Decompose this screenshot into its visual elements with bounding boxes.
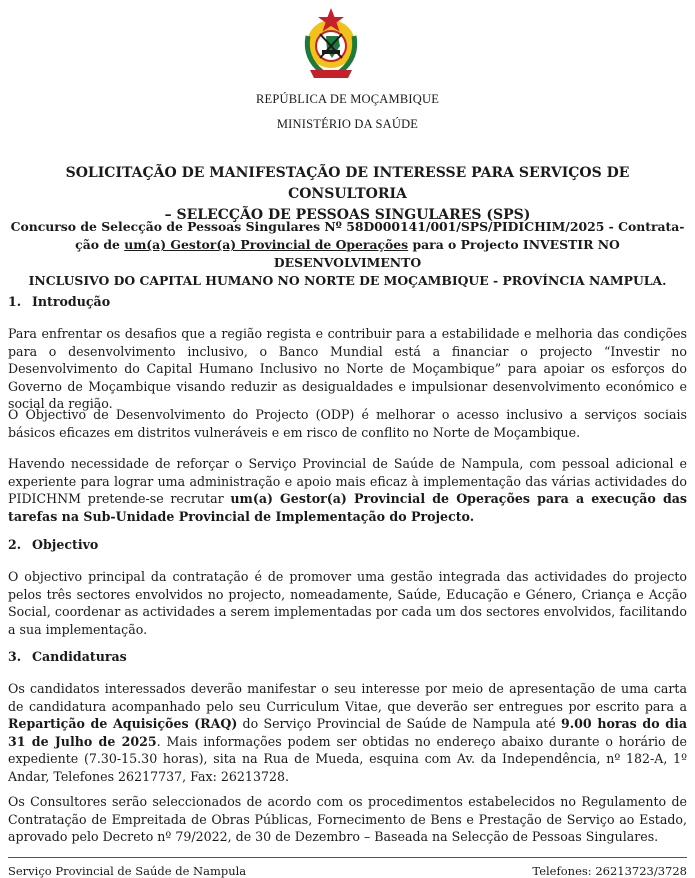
section-heading-candidaturas [8, 649, 127, 664]
paragraph-selection: Os Consultores serão seleccionados de acordo com os procedimentos estabelecidos no Regulamento de Contratação de Empreitada de Obras Públicas, Fornecimento de Bens e Prestação de Serviço ao Estado, aprovado pelo Decreto nº 79/2022, de 30 de Dezembro – Baseada na Selecção de Pessoas Singulares. [8, 794, 687, 844]
position-title: um(a) Gestor(a) Provincial de Operações [124, 237, 409, 252]
section-number: 1. [8, 294, 22, 309]
section-number: 2. [8, 537, 22, 552]
paragraph-text: do Serviço Provincial de Saúde de Nampula até [237, 716, 562, 731]
mozambique-emblem-icon [296, 6, 366, 82]
title-line-2: – SELECÇÃO DE PESSOAS SINGULARES (SPS) [164, 207, 531, 223]
section-title: Candidaturas [32, 649, 127, 664]
paragraph-objective: O objectivo principal da contratação é de promover uma gestão integrada das actividades do projecto pelos três sectores envolvidos no projecto, nomeadamente, Saúde, Educação e Género, Criança e Acção Social, coordenar as actividades a serem implementadas por cada um dos sectores envolvidos, facilitando a sua implementação. [8, 569, 687, 637]
subject-line-2 [8, 236, 687, 272]
subject-project: para o Projecto INVESTIR NO DESENVOLVIMENTO [273, 237, 620, 270]
section-number: 3. [8, 649, 22, 664]
footer-divider [8, 857, 687, 858]
document-title [8, 163, 687, 226]
paragraph-text: Havendo necessidade de reforçar o Serviço Provincial de Saúde de Nampula, com pessoal adicional e experiente para lograr uma administração e apoio mais eficaz à implementação das várias actividades do PIDICHNM pretende-se recrutar [8, 456, 687, 506]
paragraph-applications [8, 680, 687, 785]
deadline: 9.00 horas do dia 31 de Julho de 2025 [8, 716, 687, 749]
section-title: Objectivo [32, 537, 99, 552]
subject-prefix: ção de [75, 237, 125, 252]
paragraph-text: . Mais informações podem ser obtidas no endereço abaixo durante o horário de expediente (7.30-15.30 horas), sita na Rua de Mueda, esquina com Av. da Independência, nº 182-A, 1º Andar, Telefones 26217737, Fax: 26213728. [8, 733, 687, 784]
subject-line-3: INCLUSIVO DO CAPITAL HUMANO NO NORTE DE MOÇAMBIQUE - PROVÍNCIA NAMPULA. [28, 273, 667, 288]
tender-subject [8, 218, 687, 290]
footer-phones: Telefones: 26213723/3728 [532, 864, 687, 878]
ministry-heading: MINISTÉRIO DA SAÚDE [276, 117, 419, 131]
section-heading-objectivo [8, 537, 98, 552]
republic-heading: REPÚBLICA DE MOÇAMBIQUE [255, 92, 440, 106]
subject-line-1: Concurso de Selecção de Pessoas Singulares Nº 58D000141/001/SPS/PIDICHIM/2025 - Contrata- [10, 219, 685, 234]
paragraph-bold-text: um(a) Gestor(a) Provincial de Operações para a execução das tarefas na Sub-Unidade Provincial de Implementação do Projecto. [8, 491, 688, 524]
paragraph-intro-2: O Objectivo de Desenvolvimento do Projecto (ODP) é melhorar o acesso inclusivo a serviços sociais básicos eficazes em distritos vulneráveis e em risco de conflito no Norte de Moçambique. [8, 407, 687, 440]
office-name: Repartição de Aquisições (RAQ) [8, 716, 238, 731]
footer-office: Serviço Provincial de Saúde de Nampula [8, 864, 247, 878]
paragraph-intro-3 [8, 455, 687, 525]
title-line-1: SOLICITAÇÃO DE MANIFESTAÇÃO DE INTERESSE PARA SERVIÇOS DE CONSULTORIA [65, 165, 630, 202]
paragraph-intro-1: Para enfrentar os desafios que a região regista e contribuir para a estabilidade e melhoria das condições para o desenvolvimento inclusivo, o Banco Mundial está a financiar o projecto “Investir no Desenvolvimento do Capital Humano Inclusivo no Norte de Moçambique” para apoiar os esforços do Governo de Moçambique visando reduzir as desigualdades e impulsionar desenvolvimento económico e social da região. [8, 326, 687, 411]
section-title: Introdução [32, 294, 111, 309]
paragraph-text: Os candidatos interessados deverão manifestar o seu interesse por meio de apresentação de uma carta de candidatura acompanhado pelo seu Curriculum Vitae, que deverão ser entregues por escrito para a [8, 681, 687, 714]
section-heading-introducao [8, 294, 110, 309]
